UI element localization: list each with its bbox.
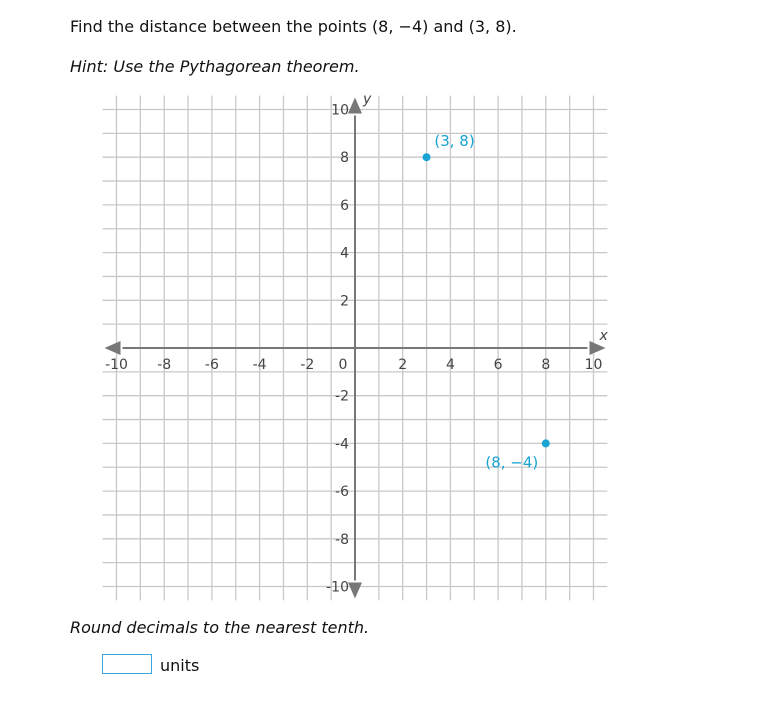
y-tick-label: 4 xyxy=(340,245,349,262)
point-marker xyxy=(423,153,431,161)
x-tick-label: 8 xyxy=(541,357,551,373)
point-label: (8, −4) xyxy=(485,453,539,472)
y-tick-label: 6 xyxy=(340,197,349,214)
y-tick-label: -8 xyxy=(335,531,349,548)
rounding-instruction: Round decimals to the nearest tenth. xyxy=(70,618,370,637)
x-tick-label: -2 xyxy=(300,357,315,373)
x-tick-label: 2 xyxy=(398,357,408,373)
question-text: Find the distance between the points (8, −4) and (3, 8). xyxy=(70,17,517,36)
x-tick-label: -6 xyxy=(204,357,219,373)
y-tick-label: 10 xyxy=(331,102,349,119)
x-tick-label: -4 xyxy=(252,357,267,373)
y-tick-label: 2 xyxy=(340,293,349,310)
x-axis-label: x xyxy=(599,328,608,344)
y-tick-label: -6 xyxy=(335,484,349,501)
x-tick-label: -8 xyxy=(157,357,172,373)
units-label: units xyxy=(160,656,200,675)
y-axis-down-arrow-icon xyxy=(348,583,362,599)
x-tick-label: 4 xyxy=(445,357,455,373)
x-axis-left-arrow-icon xyxy=(105,341,121,355)
y-tick-label: -10 xyxy=(326,579,349,596)
point-marker xyxy=(542,439,550,447)
x-tick-label: 6 xyxy=(493,357,503,373)
x-tick-label: -10 xyxy=(105,357,128,373)
answer-input[interactable] xyxy=(102,654,152,674)
y-tick-label: -4 xyxy=(335,436,349,453)
x-tick-label: 0 xyxy=(338,357,348,373)
y-tick-label: 8 xyxy=(340,150,349,167)
y-tick-label: -2 xyxy=(335,388,349,405)
x-tick-label: 10 xyxy=(584,357,603,373)
y-axis-up-arrow-icon xyxy=(348,98,362,114)
y-axis-label: y xyxy=(363,91,372,108)
point-label: (3, 8) xyxy=(434,132,475,151)
hint-text: Hint: Use the Pythagorean theorem. xyxy=(70,57,360,76)
